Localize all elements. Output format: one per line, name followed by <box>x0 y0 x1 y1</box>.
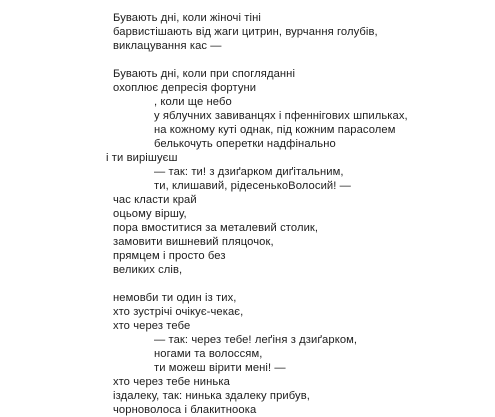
poem-line: і ти вирішуєш <box>106 152 178 164</box>
poem-line: час класти край <box>113 194 197 206</box>
poem-line: — так: ти! з дзиґарком диґітальним, <box>154 166 344 178</box>
poem-line: хто через тебе <box>113 320 191 332</box>
poem-line: великих слів, <box>113 264 183 276</box>
poem-line: Бувають дні, коли жіночі тіні <box>113 12 261 24</box>
poem-line: пора вмоститися за металевий столик, <box>113 222 319 234</box>
poem-line: хто зустрічі очікує-чекає, <box>113 306 244 318</box>
poem-line: хто через тебе нинька <box>113 376 230 388</box>
poem-line: іздалеку, так: нинька здалеку прибув, <box>113 390 310 402</box>
poem-line: , коли ще небо <box>154 96 232 108</box>
poem-line: прямцем і просто без <box>113 250 226 262</box>
poem-line: чорноволоса і блакитноока <box>113 404 257 416</box>
poem-line: ти можеш вірити мені! — <box>154 362 286 374</box>
poem-line: ти, клишавий, рідесенькоВолосий! — <box>154 180 351 192</box>
poem-line: на кожному куті однак, під кожним парасолем <box>154 124 396 136</box>
poem-line: белькочуть оперетки надфінально <box>154 138 336 150</box>
poem-line: у яблучних завиванцях і пфеннігових шпильках, <box>154 110 408 122</box>
poem-line: Бувають дні, коли при спогляданні <box>113 68 296 80</box>
poem-line: оцьому віршу, <box>113 208 187 220</box>
poem-line: замовити вишневий пляцочок, <box>113 236 274 248</box>
poem-line: ногами та волоссям, <box>154 348 263 360</box>
poem-line: — так: через тебе! леґіня з дзиґарком, <box>154 334 358 346</box>
poem-line: охоплює депресія фортуни <box>113 82 257 94</box>
poem-line: немовби ти один із тих, <box>113 292 237 304</box>
poem-line: виклацування кас — <box>113 40 222 52</box>
poem-line: барвистішають від жаги цитрин, вурчання голубів, <box>113 26 378 38</box>
